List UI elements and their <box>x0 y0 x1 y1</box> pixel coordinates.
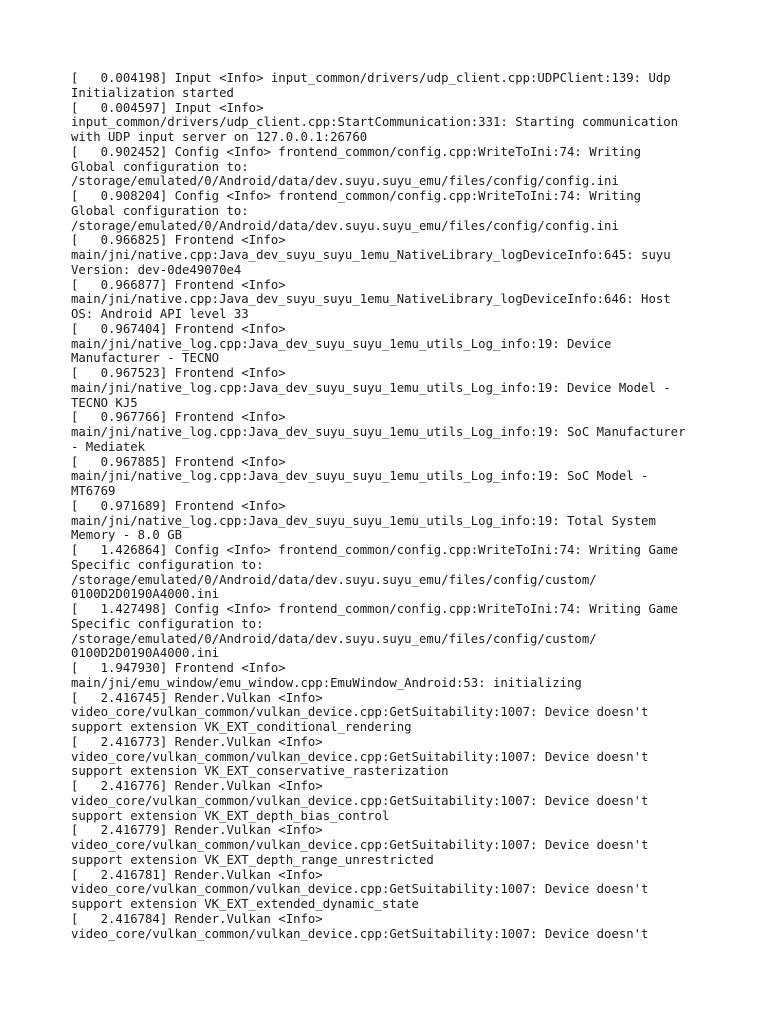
log-line: main/jni/native_log.cpp:Java_dev_suyu_suyu_1emu_utils_Log_info:19: Total System <box>71 513 656 528</box>
log-line: [ 0.966877] Frontend <Info> <box>71 277 286 292</box>
log-line: /storage/emulated/0/Android/data/dev.suyu.suyu_emu/files/config/custom/ <box>71 631 597 646</box>
log-line: video_core/vulkan_common/vulkan_device.cpp:GetSuitability:1007: Device doesn't <box>71 749 649 764</box>
log-line: video_core/vulkan_common/vulkan_device.cpp:GetSuitability:1007: Device doesn't <box>71 705 649 720</box>
log-line: [ 0.967885] Frontend <Info> <box>71 454 286 469</box>
log-line: 0100D2D0190A4000.ini <box>71 646 220 661</box>
log-line: support extension VK_EXT_conditional_rendering <box>71 720 412 734</box>
log-line: support extension VK_EXT_extended_dynamic_state <box>71 897 419 911</box>
log-line: main/jni/native.cpp:Java_dev_suyu_suyu_1emu_NativeLibrary_logDeviceInfo:646: Host <box>71 292 671 307</box>
log-line: [ 0.971689] Frontend <Info> <box>71 498 286 513</box>
log-line: [ 2.416745] Render.Vulkan <Info> <box>71 690 323 705</box>
log-line: TECNO KJ5 <box>71 395 138 410</box>
log-line: Memory - 8.0 GB <box>71 528 183 543</box>
log-line: [ 1.426864] Config <Info> frontend_common/config.cpp:WriteToIni:74: Writing Game <box>71 543 679 557</box>
log-line: [ 2.416784] Render.Vulkan <Info> <box>71 911 323 926</box>
log-line: video_core/vulkan_common/vulkan_device.cpp:GetSuitability:1007: Device doesn't <box>71 926 649 941</box>
log-line: main/jni/native.cpp:Java_dev_suyu_suyu_1emu_NativeLibrary_logDeviceInfo:645: suyu <box>71 248 671 262</box>
log-line: [ 0.966825] Frontend <Info> <box>71 233 286 248</box>
log-line: /storage/emulated/0/Android/data/dev.suyu.suyu_emu/files/config/custom/ <box>71 572 597 587</box>
log-line: [ 0.967523] Frontend <Info> <box>71 366 286 380</box>
log-line: Manufacturer - TECNO <box>71 351 220 366</box>
log-line: [ 2.416781] Render.Vulkan <Info> <box>71 867 323 882</box>
log-line: Initialization started <box>71 85 234 100</box>
log-line: Specific configuration to: <box>71 557 264 572</box>
log-line: Global configuration to: <box>71 203 249 218</box>
log-line: [ 0.967766] Frontend <Info> <box>71 410 286 425</box>
log-line: input_common/drivers/udp_client.cpp:StartCommunication:331: Starting communication <box>71 115 679 130</box>
log-line: Specific configuration to: <box>71 616 264 631</box>
log-line: main/jni/native_log.cpp:Java_dev_suyu_suyu_1emu_utils_Log_info:19: Device <box>71 336 612 351</box>
log-line: /storage/emulated/0/Android/data/dev.suyu.suyu_emu/files/config/config.ini <box>71 218 619 233</box>
log-line: main/jni/native_log.cpp:Java_dev_suyu_suyu_1emu_utils_Log_info:19: SoC Model - <box>71 469 649 484</box>
log-line: OS: Android API level 33 <box>71 307 249 321</box>
log-line: with UDP input server on 127.0.0.1:26760 <box>71 130 368 144</box>
log-line: video_core/vulkan_common/vulkan_device.cpp:GetSuitability:1007: Device doesn't <box>71 882 649 897</box>
log-line: [ 0.967404] Frontend <Info> <box>71 321 286 336</box>
log-line: support extension VK_EXT_depth_bias_control <box>71 808 390 823</box>
log-line: main/jni/emu_window/emu_window.cpp:EmuWindow_Android:53: initializing <box>71 675 582 690</box>
log-line: 0100D2D0190A4000.ini <box>71 587 220 602</box>
log-line: [ 2.416779] Render.Vulkan <Info> <box>71 823 323 838</box>
log-line: MT6769 <box>71 484 116 498</box>
log-line: [ 0.908204] Config <Info> frontend_common/config.cpp:WriteToIni:74: Writing <box>71 189 642 203</box>
log-line: main/jni/native_log.cpp:Java_dev_suyu_suyu_1emu_utils_Log_info:19: SoC Manufacturer <box>71 425 686 439</box>
log-line: [ 0.902452] Config <Info> frontend_common/config.cpp:WriteToIni:74: Writing <box>71 144 642 159</box>
log-line: - Mediatek <box>71 439 146 454</box>
log-line: [ 1.947930] Frontend <Info> <box>71 661 286 675</box>
log-line: support extension VK_EXT_conservative_rasterization <box>71 764 449 779</box>
log-text-body <box>71 71 711 941</box>
log-line: /storage/emulated/0/Android/data/dev.suyu.suyu_emu/files/config/config.ini <box>71 174 619 189</box>
log-line: video_core/vulkan_common/vulkan_device.cpp:GetSuitability:1007: Device doesn't <box>71 793 649 808</box>
log-line: Version: dev-0de49070e4 <box>71 262 242 277</box>
log-line: Global configuration to: <box>71 159 249 174</box>
log-line: [ 2.416776] Render.Vulkan <Info> <box>71 779 323 793</box>
log-line: main/jni/native_log.cpp:Java_dev_suyu_suyu_1emu_utils_Log_info:19: Device Model - <box>71 380 671 395</box>
log-line: [ 1.427498] Config <Info> frontend_common/config.cpp:WriteToIni:74: Writing Game <box>71 602 679 616</box>
log-line: [ 2.416773] Render.Vulkan <Info> <box>71 734 323 749</box>
log-line: [ 0.004597] Input <Info> <box>71 100 264 115</box>
log-line: support extension VK_EXT_depth_range_unrestricted <box>71 852 434 867</box>
log-line: video_core/vulkan_common/vulkan_device.cpp:GetSuitability:1007: Device doesn't <box>71 838 649 852</box>
log-line: [ 0.004198] Input <Info> input_common/drivers/udp_client.cpp:UDPClient:139: Udp <box>71 71 671 85</box>
